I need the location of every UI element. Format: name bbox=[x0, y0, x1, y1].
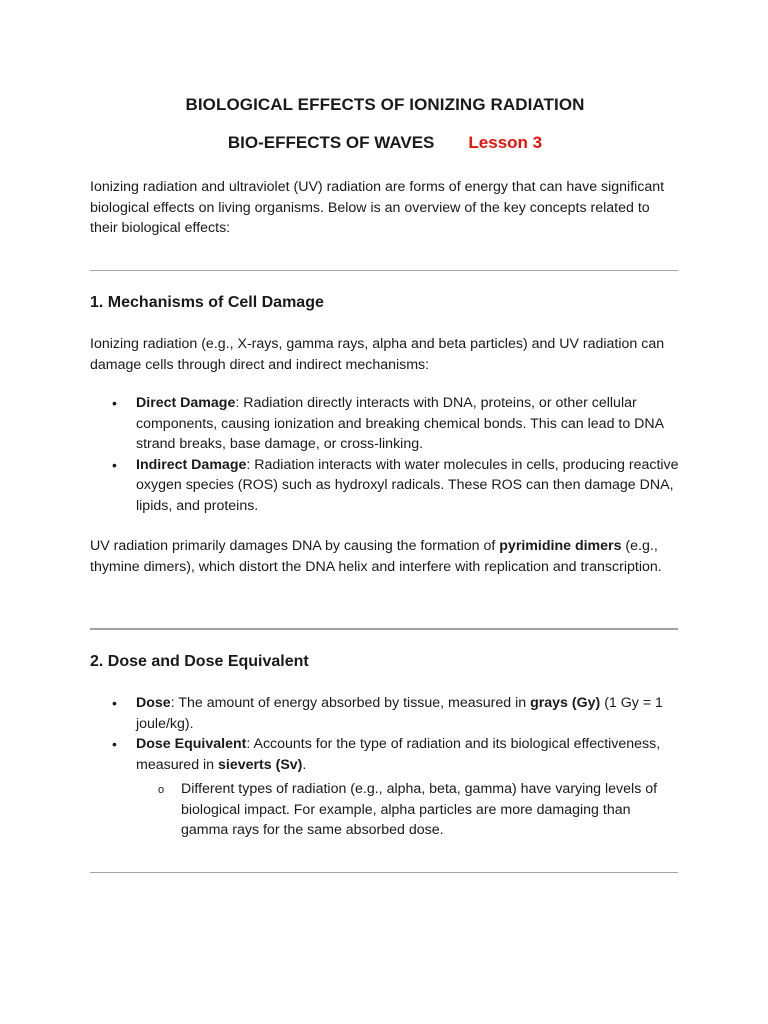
section-heading-mechanisms: 1. Mechanisms of Cell Damage bbox=[90, 294, 324, 311]
term-dose-equivalent: Dose Equivalent bbox=[136, 736, 247, 752]
mechanisms-list bbox=[90, 393, 680, 516]
sub-bullet-icon: o bbox=[158, 784, 165, 796]
term-sieverts: sieverts (Sv) bbox=[218, 756, 303, 773]
list-item-dose bbox=[90, 693, 680, 734]
term-indirect-damage: Indirect Damage bbox=[136, 456, 247, 473]
document-title: BIOLOGICAL EFFECTS OF IONIZING RADIATION bbox=[185, 95, 585, 114]
desc-dose-equivalent-before: : Accounts for the type of radiation and its biological effectiveness, measured in bbox=[136, 736, 661, 773]
desc-direct-damage: : Radiation directly interacts with DNA, proteins, or other cellular components, causing ionization and breaking chemical bonds. This can lead to DNA strand breaks, base damage, or cross-linking. bbox=[136, 395, 664, 452]
list-item-direct-damage bbox=[90, 393, 680, 455]
bullet-icon: • bbox=[112, 736, 117, 752]
term-pyrimidine-dimers: pyrimidine dimers bbox=[499, 538, 622, 554]
desc-dose-after: (1 Gy = 1 joule/kg). bbox=[136, 695, 663, 732]
desc-dose-equivalent-after: . bbox=[302, 756, 307, 773]
uv-text-after: (e.g., thymine dimers), which distort the DNA helix and interfere with replication and transcription. bbox=[90, 538, 662, 575]
intro-paragraph: Ionizing radiation and ultraviolet (UV) radiation are forms of energy that can have significant biological effects on living organisms. Below is an overview of the key concepts related to their biological effects: bbox=[90, 179, 665, 236]
desc-indirect-damage: : Radiation interacts with water molecules in cells, producing reactive oxygen species (ROS) such as hydroxyl radicals. These ROS can then damage DNA, lipids, and proteins. bbox=[136, 456, 679, 514]
list-item-dose-equivalent bbox=[90, 734, 680, 775]
term-direct-damage: Direct Damage bbox=[136, 395, 236, 411]
sub-bullet-text: Different types of radiation (e.g., alpha, beta, gamma) have varying levels of biological impact. For example, alpha particles are more damaging than gamma rays for the same absorbed dose. bbox=[181, 781, 658, 838]
mechanisms-paragraph: Ionizing radiation (e.g., X-rays, gamma rays, alpha and beta particles) and UV radiation can damage cells through direct and indirect mechanisms: bbox=[90, 336, 665, 373]
term-dose: Dose bbox=[136, 695, 171, 711]
desc-dose-before: : The amount of energy absorbed by tissue, measured in bbox=[170, 695, 531, 711]
document-subtitle: BIO-EFFECTS OF WAVES bbox=[227, 133, 435, 152]
term-grays: grays (Gy) bbox=[530, 695, 601, 711]
section-divider bbox=[90, 628, 678, 630]
section-divider bbox=[90, 872, 678, 873]
bullet-icon: • bbox=[112, 456, 117, 473]
subtitle-row bbox=[90, 133, 680, 153]
uv-paragraph bbox=[90, 536, 680, 577]
bullet-icon: • bbox=[112, 395, 117, 411]
section-heading-dose: 2. Dose and Dose Equivalent bbox=[90, 653, 309, 670]
section-divider bbox=[90, 270, 678, 271]
uv-text-before: UV radiation primarily damages DNA by causing the formation of bbox=[90, 538, 500, 554]
list-item-indirect-damage bbox=[90, 455, 680, 517]
dose-list bbox=[90, 693, 680, 841]
lesson-label: Lesson 3 bbox=[468, 133, 543, 152]
bullet-icon: • bbox=[112, 695, 117, 711]
sub-list-item-radiation-types bbox=[90, 779, 680, 841]
